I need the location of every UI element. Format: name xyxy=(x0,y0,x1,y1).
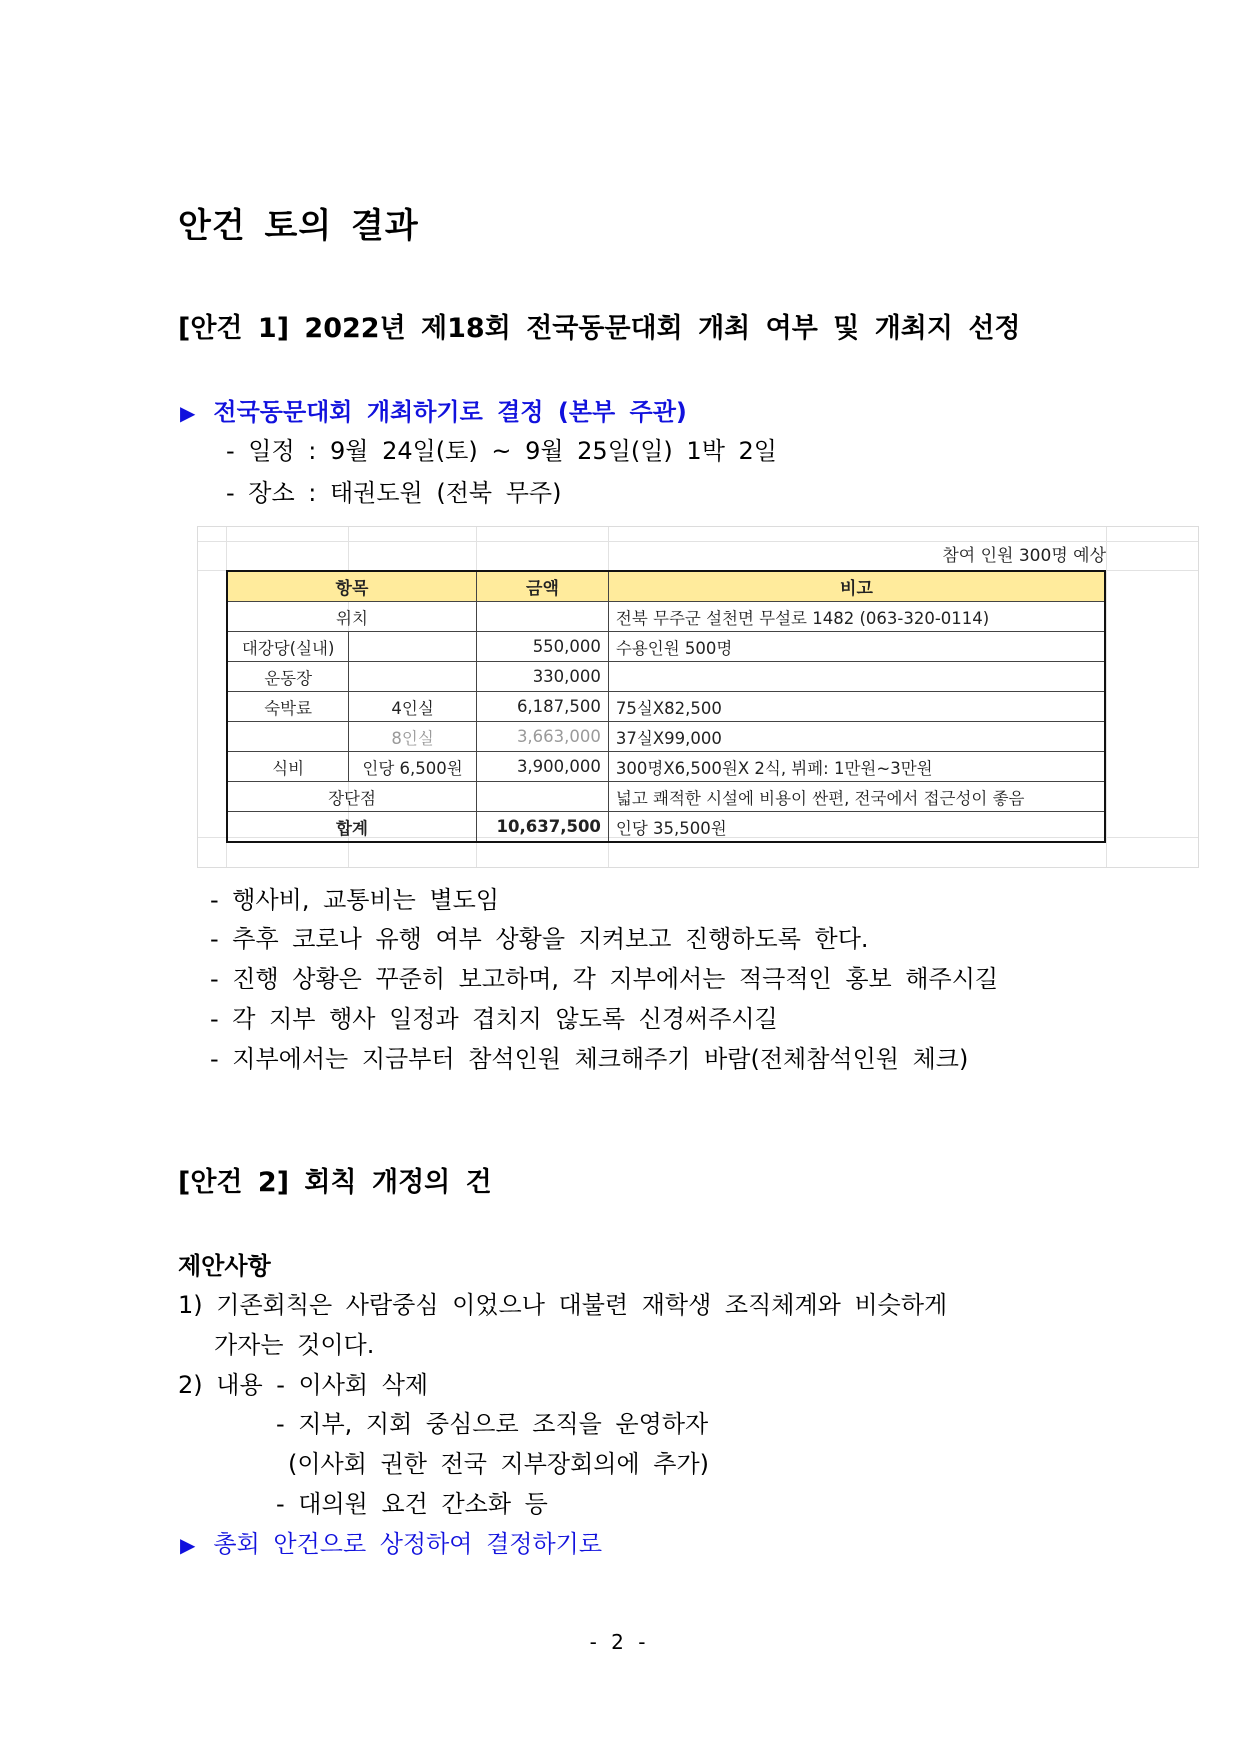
page-number: - 2 - xyxy=(589,1630,650,1654)
row-label: 숙박료 xyxy=(227,692,349,722)
table-row xyxy=(227,632,1105,662)
agenda1-note: - 추후 코로나 유행 여부 상황을 지켜보고 진행하도록 한다. xyxy=(210,925,869,953)
proposal-line: 1) 기존회칙은 사람중심 이었으나 대불련 재학생 조직체계와 비슷하게 xyxy=(178,1291,948,1319)
table-header-row xyxy=(227,571,1105,602)
row-amount: 6,187,500 xyxy=(476,692,608,722)
row-remark: 전북 무주군 설천면 무설로 1482 (063-320-0114) xyxy=(608,602,1105,632)
table-total-row xyxy=(227,812,1105,843)
row-amount: 550,000 xyxy=(476,632,608,662)
agenda1-note: - 행사비, 교통비는 별도임 xyxy=(210,886,500,914)
row-label: 장단점 xyxy=(227,782,476,812)
triangle-right-icon: ▶ xyxy=(180,401,196,425)
agenda1-note: - 각 지부 행사 일정과 겹치지 않도록 신경써주시길 xyxy=(210,1005,778,1033)
row-remark xyxy=(608,662,1105,692)
agenda1-schedule: - 일정 : 9월 24일(토) ~ 9월 25일(일) 1박 2일 xyxy=(226,437,777,465)
row-sub: 4인실 xyxy=(349,692,477,722)
agenda1-decision xyxy=(180,392,687,427)
row-sub xyxy=(349,632,477,662)
proposal-line: - 대의원 요건 간소화 등 xyxy=(276,1490,548,1518)
proposal-line: - 지부, 지회 중심으로 조직을 운영하자 xyxy=(276,1410,709,1438)
agenda2-decision-text: 총회 안건으로 상정하여 결정하기로 xyxy=(213,1530,603,1558)
proposal-line: 2) 내용 - 이사회 삭제 xyxy=(178,1371,429,1399)
table-row xyxy=(227,692,1105,722)
proposal-heading: 제안사항 xyxy=(178,1252,271,1280)
table-row xyxy=(227,602,1105,632)
row-sub xyxy=(349,662,477,692)
agenda2-decision xyxy=(180,1524,602,1559)
header-remark: 비고 xyxy=(608,571,1105,602)
row-label: 운동장 xyxy=(227,662,349,692)
participant-estimate: 참여 인원 300명 예상 xyxy=(942,546,1106,566)
total-amount: 10,637,500 xyxy=(476,812,608,843)
triangle-right-icon: ▶ xyxy=(180,1533,196,1557)
total-label: 합계 xyxy=(227,812,476,843)
table-row xyxy=(227,782,1105,812)
proposal-line: (이사회 권한 전국 지부장회의에 추가) xyxy=(288,1450,710,1478)
agenda1-note: - 진행 상황은 꾸준히 보고하며, 각 지부에서는 적극적인 홍보 해주시길 xyxy=(210,965,999,993)
proposal-line: 가자는 것이다. xyxy=(214,1331,375,1359)
total-remark: 인당 35,500원 xyxy=(608,812,1105,843)
agenda1-venue: - 장소 : 태권도원 (전북 무주) xyxy=(226,479,562,507)
table-row xyxy=(227,662,1105,692)
row-label: 식비 xyxy=(227,752,349,782)
header-item: 항목 xyxy=(227,571,476,602)
agenda1-decision-text: 전국동문대회 개최하기로 결정 (본부 주관) xyxy=(213,398,687,426)
row-amount: 3,663,000 xyxy=(476,722,608,752)
row-amount xyxy=(476,782,608,812)
agenda2-heading: [안건 2] 회칙 개정의 건 xyxy=(178,1167,492,1198)
row-remark: 300명X6,500원X 2식, 뷔페: 1만원~3만원 xyxy=(608,752,1105,782)
cost-spreadsheet xyxy=(197,526,1199,868)
header-amount: 금액 xyxy=(476,571,608,602)
row-remark: 75실X82,500 xyxy=(608,692,1105,722)
cost-table xyxy=(226,570,1106,843)
row-remark: 37실X99,000 xyxy=(608,722,1105,752)
row-sub: 8인실 xyxy=(349,722,477,752)
row-amount: 3,900,000 xyxy=(476,752,608,782)
row-sub: 인당 6,500원 xyxy=(349,752,477,782)
row-amount xyxy=(476,602,608,632)
agenda1-note: - 지부에서는 지금부터 참석인원 체크해주기 바람(전체참석인원 체크) xyxy=(210,1045,969,1073)
row-label xyxy=(227,722,349,752)
row-amount: 330,000 xyxy=(476,662,608,692)
row-remark: 수용인원 500명 xyxy=(608,632,1105,662)
table-row xyxy=(227,722,1105,752)
page-title: 안건 토의 결과 xyxy=(178,206,419,246)
table-row xyxy=(227,752,1105,782)
agenda1-heading: [안건 1] 2022년 제18회 전국동문대회 개최 여부 및 개최지 선정 xyxy=(178,313,1021,344)
row-label: 대강당(실내) xyxy=(227,632,349,662)
row-label: 위치 xyxy=(227,602,476,632)
row-remark: 넓고 쾌적한 시설에 비용이 싼편, 전국에서 접근성이 좋음 xyxy=(608,782,1105,812)
